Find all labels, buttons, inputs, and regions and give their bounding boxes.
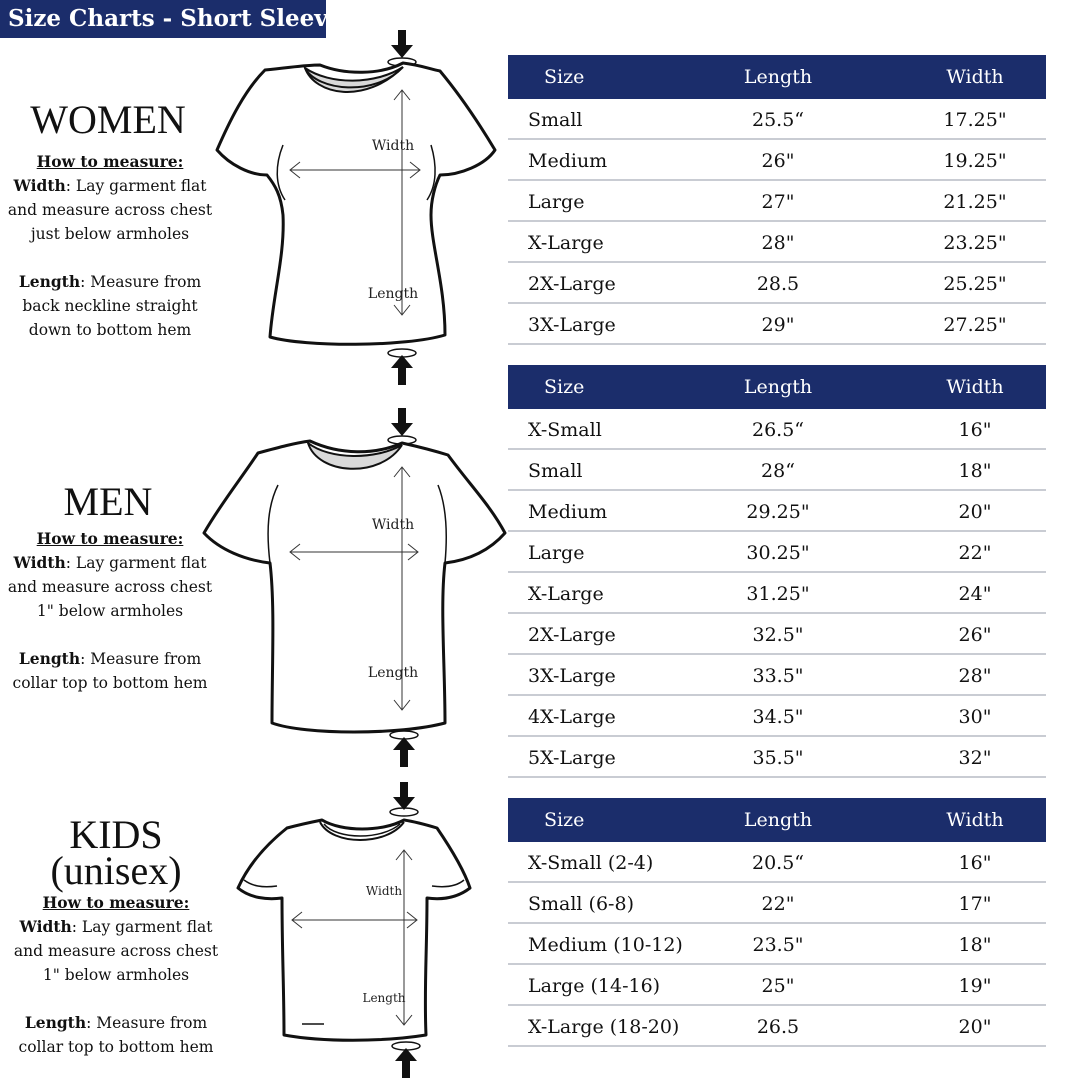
men-width-instruction: Width: Lay garment flat and measure across chest 1" below armholes <box>7 553 213 620</box>
kids-width-label: Width <box>365 884 403 898</box>
width-cell: 18" <box>958 459 992 482</box>
kids-table-row <box>508 883 1046 924</box>
women-table-body <box>508 99 1046 345</box>
men-length-label: Length <box>367 665 419 681</box>
kids-table-header <box>508 798 1046 842</box>
kids-length-instruction: Length: Measure from collar top to bottom hem <box>18 1013 214 1056</box>
length-cell: 30.25" <box>746 541 810 564</box>
length-cell: 33.5" <box>752 664 804 687</box>
women-instructions <box>0 150 220 342</box>
length-cell: 28.5 <box>756 272 800 295</box>
length-cell: 28" <box>761 231 795 254</box>
length-cell: 34.5" <box>752 705 804 728</box>
men-how-heading: How to measure: <box>36 529 184 548</box>
length-cell: 25" <box>761 974 795 997</box>
men-table-body <box>508 409 1046 778</box>
size-cell: Medium (10-12) <box>528 933 683 956</box>
size-cell: Large (14-16) <box>528 974 661 997</box>
kids-title: KIDS (unisex) <box>50 812 182 893</box>
size-cell: X-Small (2-4) <box>528 851 654 874</box>
women-shirt-illustration <box>205 25 505 390</box>
length-cell: 20.5“ <box>751 851 805 874</box>
kids-table-row <box>508 842 1046 883</box>
width-cell: 18" <box>958 933 992 956</box>
men-header-length: Length <box>743 376 813 398</box>
women-table-row <box>508 181 1046 222</box>
width-cell: 20" <box>958 500 992 523</box>
size-cell: 2X-Large <box>528 272 616 295</box>
kids-header-width: Width <box>946 809 1004 831</box>
width-cell: 17.25" <box>943 108 1007 131</box>
women-table-row <box>508 222 1046 263</box>
kids-table-body <box>508 842 1046 1047</box>
men-table-header <box>508 365 1046 409</box>
size-cell: Medium <box>528 149 608 172</box>
kids-table-row <box>508 924 1046 965</box>
men-length-instruction: Length: Measure from collar top to bottom hem <box>12 649 208 692</box>
men-shirt-illustration <box>200 405 510 770</box>
width-cell: 26" <box>958 623 992 646</box>
length-cell: 26" <box>761 149 795 172</box>
women-width-instruction: Width: Lay garment flat and measure across chest just below armholes <box>7 176 213 243</box>
width-cell: 32" <box>958 746 992 769</box>
width-cell: 22" <box>958 541 992 564</box>
size-cell: 5X-Large <box>528 746 616 769</box>
men-table-row <box>508 491 1046 532</box>
width-cell: 19" <box>958 974 992 997</box>
men-header-size: Size <box>544 376 585 398</box>
women-size-table <box>508 55 1046 345</box>
women-table-row <box>508 99 1046 140</box>
kids-table-row <box>508 1006 1046 1047</box>
men-table-row <box>508 655 1046 696</box>
kids-size-table <box>508 798 1046 1047</box>
kids-width-instruction: Width: Lay garment flat and measure across chest 1" below armholes <box>13 917 219 984</box>
width-cell: 30" <box>958 705 992 728</box>
women-how-heading: How to measure: <box>36 152 184 171</box>
men-table-row <box>508 532 1046 573</box>
length-cell: 31.25" <box>746 582 810 605</box>
kids-header-length: Length <box>743 809 813 831</box>
kids-table-row <box>508 965 1046 1006</box>
women-title: WOMEN <box>30 97 186 142</box>
width-cell: 17" <box>958 892 992 915</box>
size-cell: X-Large <box>528 582 604 605</box>
size-cell: Medium <box>528 500 608 523</box>
women-length-instruction: Length: Measure from back neckline straight down to bottom hem <box>18 272 202 339</box>
men-table-row <box>508 614 1046 655</box>
men-width-label: Width <box>371 517 415 533</box>
kids-instructions <box>6 891 226 1059</box>
size-cell: Small (6-8) <box>528 892 634 915</box>
length-cell: 35.5" <box>752 746 804 769</box>
size-cell: X-Large <box>528 231 604 254</box>
size-cell: 2X-Large <box>528 623 616 646</box>
women-length-label: Length <box>367 286 419 302</box>
men-size-table <box>508 365 1046 778</box>
women-table-row <box>508 304 1046 345</box>
length-cell: 23.5" <box>752 933 804 956</box>
kids-shirt-illustration <box>232 780 482 1080</box>
length-cell: 29.25" <box>746 500 810 523</box>
size-cell: 4X-Large <box>528 705 616 728</box>
size-cell: 3X-Large <box>528 664 616 687</box>
women-table-row <box>508 263 1046 304</box>
length-cell: 29" <box>761 313 795 336</box>
size-cell: Small <box>528 459 583 482</box>
length-cell: 28“ <box>761 459 795 482</box>
size-cell: Large <box>528 190 585 213</box>
men-table-row <box>508 737 1046 778</box>
width-cell: 23.25" <box>943 231 1007 254</box>
length-cell: 26.5“ <box>751 418 805 441</box>
width-cell: 27.25" <box>943 313 1007 336</box>
men-table-row <box>508 450 1046 491</box>
length-cell: 26.5 <box>756 1015 800 1038</box>
women-header-size: Size <box>544 66 585 88</box>
women-table-header <box>508 55 1046 99</box>
kids-how-heading: How to measure: <box>42 893 190 912</box>
women-width-label: Width <box>371 138 415 154</box>
width-cell: 21.25" <box>943 190 1007 213</box>
size-cell: Small <box>528 108 583 131</box>
size-cell: X-Small <box>528 418 602 441</box>
width-cell: 19.25" <box>943 149 1007 172</box>
length-cell: 22" <box>761 892 795 915</box>
width-cell: 20" <box>958 1015 992 1038</box>
width-cell: 16" <box>958 851 992 874</box>
size-cell: 3X-Large <box>528 313 616 336</box>
length-cell: 32.5" <box>752 623 804 646</box>
men-table-row <box>508 409 1046 450</box>
women-table-row <box>508 140 1046 181</box>
size-cell: X-Large (18-20) <box>528 1015 680 1038</box>
width-cell: 16" <box>958 418 992 441</box>
men-title: MEN <box>63 479 153 524</box>
women-header-width: Width <box>946 66 1004 88</box>
women-header-length: Length <box>743 66 813 88</box>
men-header-width: Width <box>946 376 1004 398</box>
kids-header-size: Size <box>544 809 585 831</box>
width-cell: 28" <box>958 664 992 687</box>
width-cell: 24" <box>958 582 992 605</box>
men-instructions <box>0 527 220 695</box>
length-cell: 27" <box>761 190 795 213</box>
size-cell: Large <box>528 541 585 564</box>
width-cell: 25.25" <box>943 272 1007 295</box>
kids-length-label: Length <box>362 991 406 1005</box>
men-table-row <box>508 696 1046 737</box>
men-table-row <box>508 573 1046 614</box>
page-banner: Size Charts - Short Sleeve <box>0 0 326 38</box>
length-cell: 25.5“ <box>751 108 805 131</box>
